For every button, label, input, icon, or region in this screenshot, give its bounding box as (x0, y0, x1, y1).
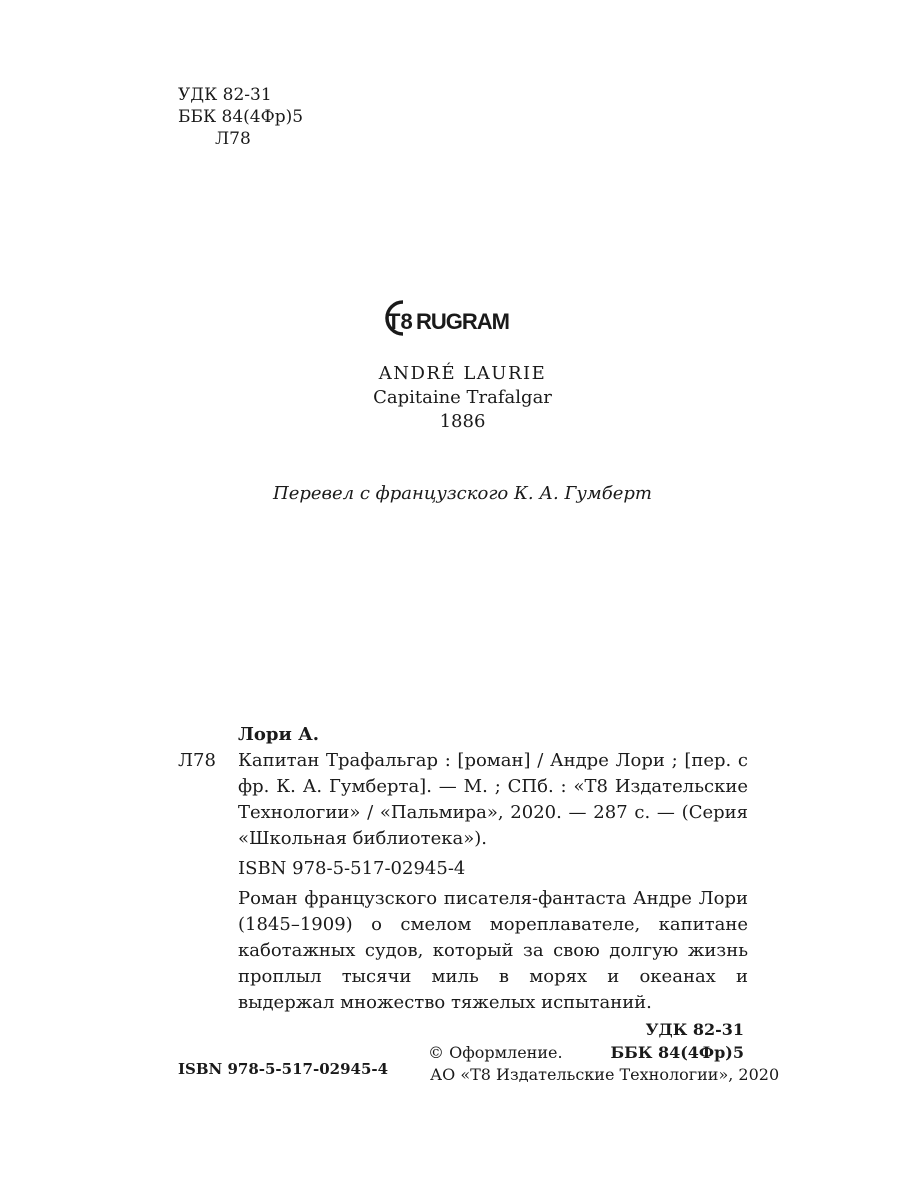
author-mark: Л78 (215, 129, 251, 149)
copyright-line-2: АО «Т8 Издательские Технологии», 2020 (430, 1065, 780, 1084)
translator-credit: Перевел с французского К. А. Гумберт (273, 483, 652, 504)
publisher-logo (0, 296, 900, 340)
copyright-line-1: © Оформление. (428, 1043, 563, 1062)
logo-name: RUGRAM (416, 309, 509, 334)
original-edition (0, 362, 900, 434)
catalog-record (178, 722, 748, 1064)
copyright-notice (428, 1042, 779, 1086)
catalog-isbn: ISBN 978-5-517-02945-4 (238, 858, 466, 879)
rugram-logo-icon (381, 296, 519, 340)
classification-codes (178, 84, 303, 150)
abstract-text: Роман французского писателя-фантаста Андре Лори (1845–1909) о смелом мореплавателе, капитане каботажных судов, который за свою долгую жизнь проплыл тысячи миль в морях и океанах и выдержал множество тяжелых испытаний. (238, 888, 748, 1013)
udk-code: УДК 82-31 (178, 85, 272, 105)
original-year: 1886 (439, 411, 486, 432)
catalog-bbk: ББК 84(4Фр)5 (610, 1043, 744, 1062)
original-author: ANDRÉ LAURIE (378, 363, 547, 384)
catalog-author: Лори А. (238, 724, 320, 745)
catalog-description: Капитан Трафальгар : [роман] / Андре Лори ; [пер. с фр. К. А. Гумберта]. — М. ; СПб. : «Т8 Издательские Технологии» / «Пальмира», 2020. — 287 с. — (Серия «Школьная библиотека»). (238, 750, 748, 849)
catalog-code: Л78 (178, 750, 216, 771)
catalog-udk: УДК 82-31 (645, 1020, 744, 1039)
bbk-code: ББК 84(4Фр)5 (178, 107, 304, 127)
logo-mark: T8 (387, 309, 413, 334)
original-title: Capitaine Trafalgar (373, 387, 552, 408)
catalog-abstract (178, 886, 748, 1016)
footer-isbn: ISBN 978-5-517-02945-4 (178, 1060, 389, 1078)
